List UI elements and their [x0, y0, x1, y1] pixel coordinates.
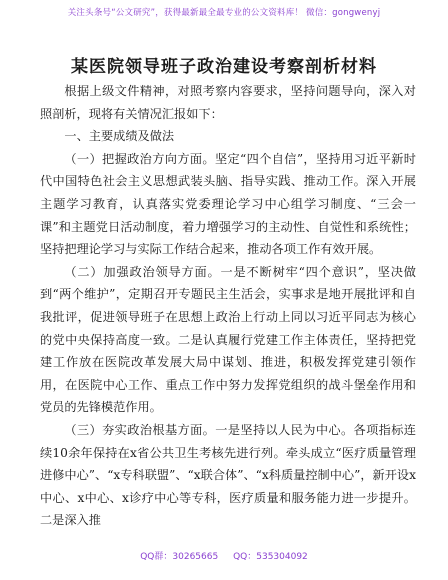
- paragraph-political-direction: （一）把握政治方向方面。坚定“四个自信”，坚持用习近平新时代中国特色社会主义思想武装头脑、指导实践、推动工作。深入开展主题学习教育，认真落实党委理论学习中心组学习制度、“三会一课”和主题党日活动制度，着力增强学习的主动性、自觉性和系统性；坚持把理论学习与实际工作结合起来，推动各项工作有效开展。: [40, 151, 416, 257]
- header-banner: 关注头条号“公文研究”，获得最新最全最专业的公文资料库！ 微信：gongwenyj: [67, 8, 381, 18]
- document-body: [40, 80, 416, 532]
- document-title: 某医院领导班子政治建设考察剖析材料: [71, 57, 377, 77]
- footer-qq-group: QQ群：30265665: [140, 552, 219, 562]
- section-heading: 一、主要成绩及做法: [64, 129, 175, 144]
- paragraph-political-foundation: （三）夯实政治根基方面。一是坚持以人民为中心。各项指标连续10余年保持在x省公共卫生考核先进行列。牵头成立“医疗质量管理进修中心”、“x专科联盟”、“x联合体”、“x科质量控制中心”，新开设x中心、x中心、x诊疗中心等专科，医疗质量和服务能力进一步提升。二是深入推: [40, 422, 416, 528]
- footer-contact: [0, 549, 448, 562]
- intro-paragraph: 根据上级文件精神，对照考察内容要求，坚持问题导向，深入对照剖析，现将有关情况汇报如下：: [40, 84, 416, 121]
- paragraph-political-leadership: （二）加强政治领导方面。一是不断树牢“四个意识”，坚决做到“两个维护”，定期召开专题民主生活会，实事求是地开展批评和自我批评，促进领导班子在思想上政治上行动上同以习近平同志为核心的党中央保持高度一致。二是认真履行党建工作主体责任，坚持把党建工作放在医院改革发展大局中谋划、推进，积极发挥党建引领作用，在医院中心工作、重点工作中努力发挥党组织的战斗堡垒作用和党员的先锋模范作用。: [40, 264, 416, 415]
- footer-qq: QQ：535304092: [233, 552, 308, 562]
